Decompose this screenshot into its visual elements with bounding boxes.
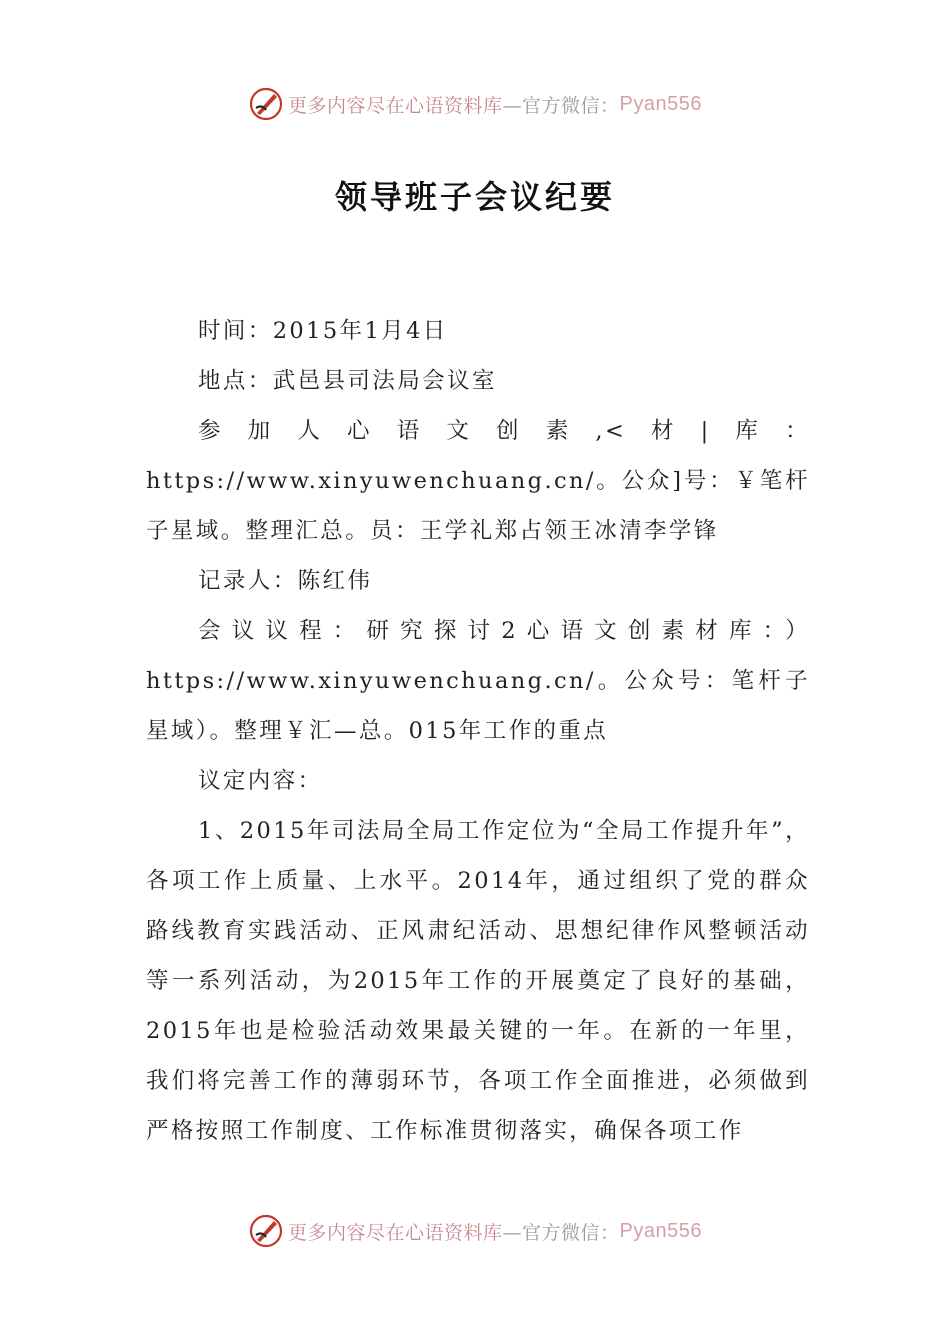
- quill-logo-icon: [248, 1213, 284, 1249]
- banner-text: 更多内容尽在心语资料库: [288, 94, 503, 117]
- quill-logo-icon: [248, 86, 284, 122]
- header-watermark-banner: [0, 84, 950, 124]
- paragraph-resolutions-heading: 议定内容：: [198, 768, 323, 794]
- paragraph-attendees: 参加人心语文创素,<材|库：https://www.xinyuwenchuang.cn/。公众]号：￥笔杆子星域。整理汇总。员：王学礼郑占领王冰清李学锋: [146, 418, 810, 544]
- banner-wechat-label: —官方微信：: [502, 94, 620, 117]
- document-body: [146, 306, 810, 1156]
- paragraph-resolution-1: 1、2015年司法局全局工作定位为“全局工作提升年”，各项工作上质量、上水平。2014年，通过组织了党的群众路线教育实践活动、正风肃纪活动、思想纪律作风整顿活动等一系列活动，为2015年工作的开展奠定了良好的基础，2015年也是检验活动效果最关键的一年。在新的一年里，我们将完善工作的薄弱环节，各项工作全面推进，必须做到严格按照工作制度、工作标准贯彻落实，确保各项工作: [146, 818, 810, 1144]
- banner-wechat-label: —官方微信：: [502, 1221, 620, 1244]
- paragraph-agenda: 会议议程：研究探讨2心语文创素材库：）https://www.xinyuwenchuang.cn/。公众号：笔杆子星域）。整理￥汇—总。015年工作的重点: [146, 618, 810, 744]
- paragraph-recorder: 记录人：陈红伟: [198, 568, 373, 594]
- footer-watermark-banner: [0, 1211, 950, 1251]
- paragraph-time: 时间：2015年1月4日: [198, 318, 448, 344]
- banner-wechat-id: Pyan556: [619, 1219, 702, 1242]
- paragraph-location: 地点：武邑县司法局会议室: [198, 368, 497, 394]
- banner-text: 更多内容尽在心语资料库: [288, 1221, 503, 1244]
- banner-wechat-id: Pyan556: [619, 92, 702, 115]
- document-title: 领导班子会议纪要: [334, 178, 615, 216]
